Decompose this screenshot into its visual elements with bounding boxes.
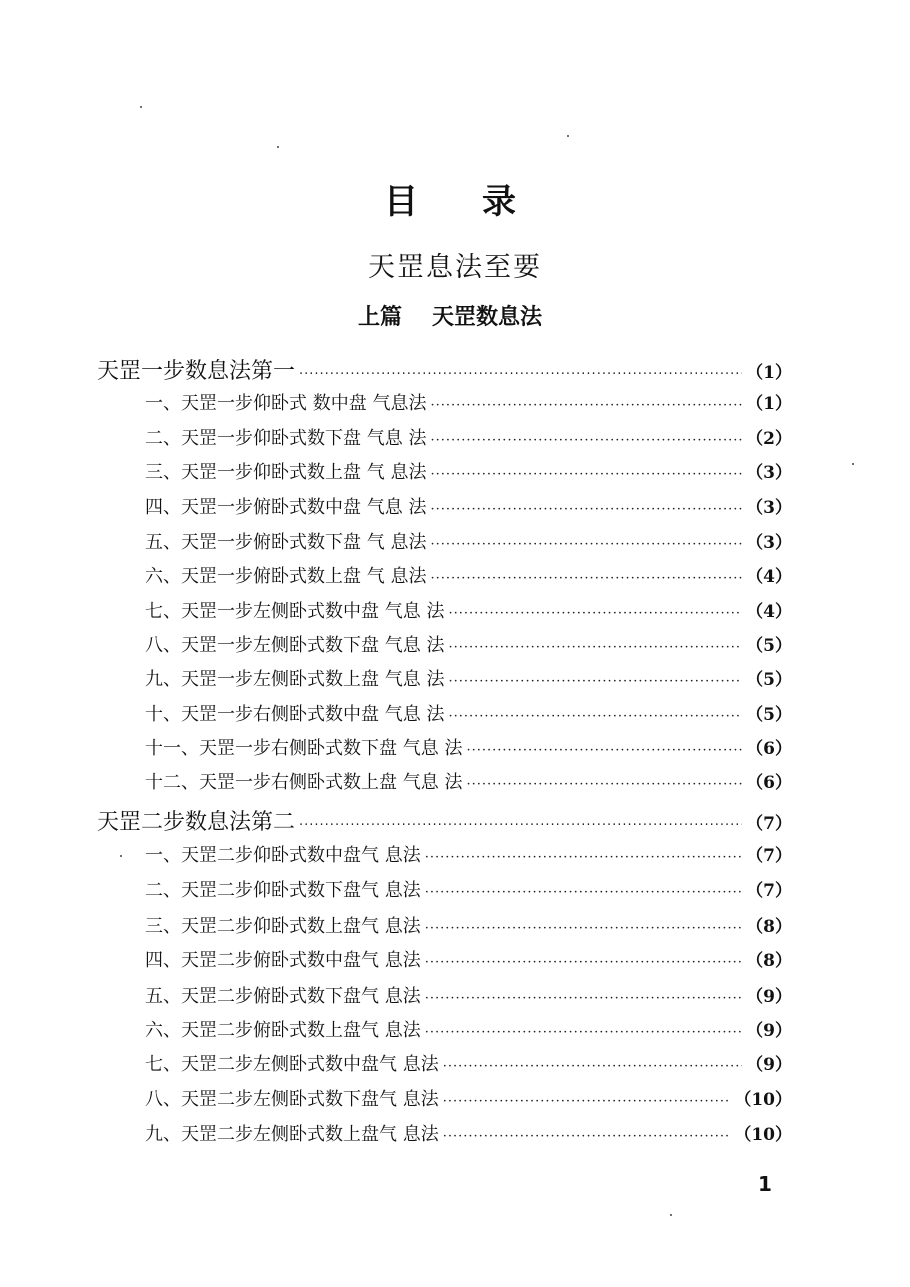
toc-page-number: （5） [746, 705, 792, 725]
toc-section-row [145, 597, 792, 631]
toc-section-row [145, 631, 792, 665]
toc-page-number: （8） [746, 917, 792, 937]
toc-entry-label: 一、天罡二步仰卧式数中盘气 息法 [145, 845, 421, 866]
toc-leader-dots [299, 818, 742, 833]
toc-leader-dots [448, 606, 742, 621]
toc-section-row [145, 458, 792, 492]
scan-speck [670, 1214, 672, 1216]
toc-page-number: （3） [746, 498, 792, 518]
toc-entry-label: 七、天罡一步左侧卧式数中盘 气息 法 [145, 601, 445, 622]
toc-section-row [145, 841, 792, 875]
toc-section-row [145, 946, 792, 980]
toc-leader-dots [443, 1059, 742, 1074]
toc-page-number: （9） [746, 1021, 792, 1041]
toc-entry-label: 二、天罡二步仰卧式数下盘气 息法 [145, 880, 421, 901]
toc-section-row [145, 1016, 792, 1050]
toc-section-row [145, 493, 792, 527]
toc-entry-label: 八、天罡一步左侧卧式数下盘 气息 法 [145, 635, 445, 656]
toc-section-row [145, 734, 792, 768]
toc-page-number: （10） [734, 1090, 792, 1110]
toc-section-row [145, 1050, 792, 1084]
toc-section-row [145, 1120, 792, 1154]
scan-speck [277, 146, 279, 148]
toc-leader-dots [425, 850, 742, 865]
toc-entry-label: 一、天罡一步仰卧式 数中盘 气息法 [145, 393, 427, 414]
part-label: 上篇 [357, 305, 402, 330]
toc-entry-label: 二、天罡一步仰卧式数下盘 气息 法 [145, 428, 427, 449]
toc-entry-label: 三、天罡二步仰卧式数上盘气 息法 [145, 916, 421, 937]
toc-entry-label: 十、天罡一步右侧卧式数中盘 气息 法 [145, 704, 445, 725]
toc-section-row [145, 1085, 792, 1119]
toc-entry-label: 五、天罡一步俯卧式数下盘 气 息法 [145, 532, 427, 553]
scan-speck [120, 855, 122, 857]
toc-leader-dots [425, 885, 742, 900]
toc-leader-dots [425, 991, 742, 1006]
toc-section-row [145, 912, 792, 946]
toc-leader-dots [299, 367, 742, 382]
toc-page-number: （9） [746, 1055, 792, 1075]
toc-entry-label: 九、天罡一步左侧卧式数上盘 气息 法 [145, 669, 445, 690]
toc-entry-label: 三、天罡一步仰卧式数上盘 气 息法 [145, 462, 427, 483]
toc-leader-dots [425, 921, 742, 936]
toc-section-row [145, 665, 792, 699]
toc-entry-label: 六、天罡二步俯卧式数上盘气 息法 [145, 1020, 421, 1041]
toc-entry-label: 六、天罡一步俯卧式数上盘 气 息法 [145, 566, 427, 587]
toc-leader-dots [430, 571, 742, 586]
toc-leader-dots [443, 1094, 731, 1109]
toc-section-row [145, 982, 792, 1016]
toc-page-number: （1） [746, 363, 792, 383]
toc-section-row [145, 562, 792, 596]
scan-speck [567, 135, 569, 137]
toc-page-number: （7） [746, 846, 792, 866]
toc-entry-label: 四、天罡二步俯卧式数中盘气 息法 [145, 950, 421, 971]
page-heading: 目录 [384, 182, 580, 222]
toc-section-row [145, 528, 792, 562]
toc-section-row [145, 424, 792, 458]
toc-leader-dots [430, 398, 742, 413]
toc-chapter-row [97, 354, 792, 388]
toc-page-number: （4） [746, 602, 792, 622]
toc-leader-dots [466, 743, 742, 758]
toc-entry-label: 七、天罡二步左侧卧式数中盘气 息法 [145, 1054, 439, 1075]
toc-entry-label: 天罡一步数息法第一 [97, 359, 296, 384]
toc-page-number: （6） [746, 739, 792, 759]
toc-chapter-row [97, 805, 792, 839]
toc-page-number: （4） [746, 567, 792, 587]
toc-entry-label: 八、天罡二步左侧卧式数下盘气 息法 [145, 1089, 439, 1110]
toc-page-number: （5） [746, 670, 792, 690]
page-number: 1 [758, 1172, 772, 1196]
toc-entry-label: 五、天罡二步俯卧式数下盘气 息法 [145, 986, 421, 1007]
toc-page-number: （3） [746, 533, 792, 553]
toc-leader-dots [466, 777, 742, 792]
toc-entry-label: 天罡二步数息法第二 [97, 810, 296, 835]
toc-page-number: （6） [746, 773, 792, 793]
toc-page-number: （7） [746, 881, 792, 901]
toc-leader-dots [430, 537, 742, 552]
toc-entry-label: 十一、天罡一步右侧卧式数下盘 气息 法 [145, 738, 463, 759]
toc-page-number: （2） [746, 429, 792, 449]
toc-leader-dots [448, 674, 742, 689]
toc-leader-dots [448, 640, 742, 655]
toc-leader-dots [425, 955, 742, 970]
toc-page-number: （9） [746, 987, 792, 1007]
toc-leader-dots [443, 1129, 731, 1144]
scan-speck [140, 106, 142, 108]
toc-leader-dots [430, 433, 742, 448]
toc-section-row [145, 768, 792, 802]
toc-page-number: （10） [734, 1125, 792, 1145]
toc-page-number: （8） [746, 951, 792, 971]
toc-entry-label: 四、天罡一步俯卧式数中盘 气息 法 [145, 497, 427, 518]
toc-leader-dots [448, 709, 742, 724]
toc-entry-label: 九、天罡二步左侧卧式数上盘气 息法 [145, 1124, 439, 1145]
toc-page-number: （5） [746, 636, 792, 656]
toc-section-row [145, 700, 792, 734]
scan-speck [852, 463, 854, 465]
toc-page-number: （3） [746, 463, 792, 483]
toc-section-row [145, 389, 792, 423]
toc-entry-label: 十二、天罡一步右侧卧式数上盘 气息 法 [145, 772, 463, 793]
toc-section-row [145, 876, 792, 910]
toc-page-number: （1） [746, 394, 792, 414]
part-title [0, 300, 900, 331]
book-title: 天罡息法至要 [368, 252, 542, 283]
toc-leader-dots [430, 467, 742, 482]
toc-leader-dots [430, 502, 742, 517]
toc-leader-dots [425, 1025, 742, 1040]
part-name: 天罡数息法 [432, 305, 543, 330]
toc-page-number: （7） [746, 814, 792, 834]
